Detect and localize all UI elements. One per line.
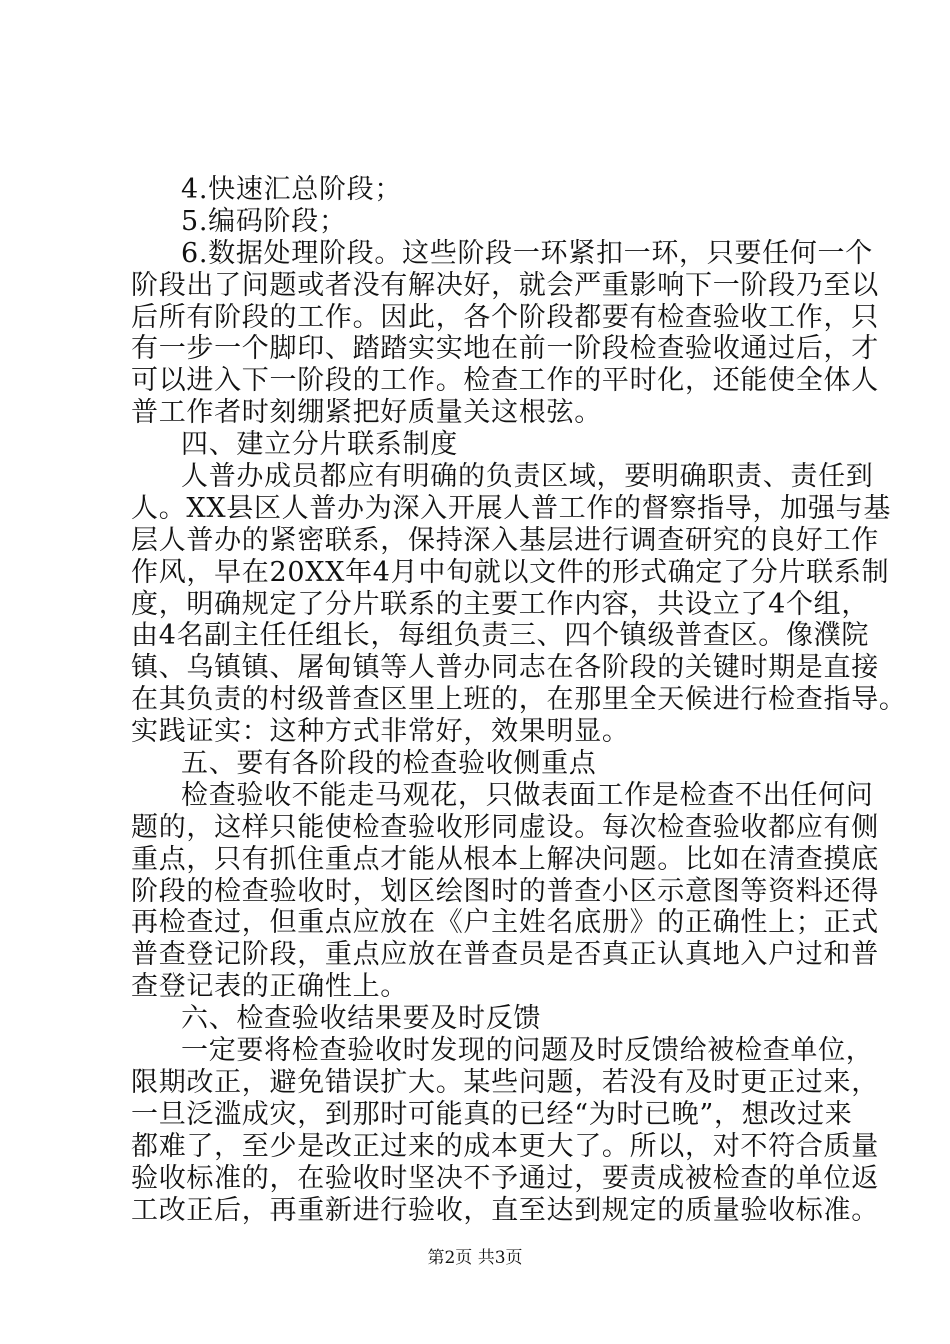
text-line: 一定要将检查验收时发现的问题及时反馈给被检查单位， [181,1035,874,1067]
text-line: 四、建立分片联系制度 [181,429,458,461]
text-line: 重点，只有抓住重点才能从根本上解决问题。比如在清查摸底 [131,843,879,875]
text-line: 限期改正，避免错误扩大。某些问题，若没有及时更正过来， [131,1066,879,1098]
text-line: 查登记表的正确性上。 [131,971,408,1003]
text-line: 在其负责的村级普查区里上班的，在那里全天候进行检查指导。 [131,684,907,716]
text-line: 阶段出了问题或者没有解决好，就会严重影响下一阶段乃至以 [131,269,879,301]
text-line: 六、检查验收结果要及时反馈 [181,1003,542,1035]
text-line: 度，明确规定了分片联系的主要工作内容，共设立了4个组， [131,588,870,620]
text-line: 检查验收不能走马观花，只做表面工作是检查不出任何问 [181,779,874,811]
text-line: 验收标准的，在验收时坚决不予通过，要责成被检查的单位返 [131,1162,879,1194]
text-line: 工改正后，再重新进行验收，直至达到规定的质量验收标准。 [131,1194,879,1226]
text-line: 6.数据处理阶段。这些阶段一环紧扣一环，只要任何一个 [181,237,873,269]
text-line: 镇、乌镇镇、屠甸镇等人普办同志在各阶段的关键时期是直接 [131,652,879,684]
page-footer: 第2页 共3页 [427,1248,523,1268]
text-line: 再检查过，但重点应放在《户主姓名底册》的正确性上；正式 [131,907,879,939]
text-line: 作风，早在20XX年4月中旬就以文件的形式确定了分片联系制 [131,556,890,588]
text-line: 层人普办的紧密联系，保持深入基层进行调查研究的良好工作 [131,524,879,556]
text-line: 可以进入下一阶段的工作。检查工作的平时化，还能使全体人 [131,365,879,397]
text-line: 普工作者时刻绷紧把好质量关这根弦。 [131,397,602,429]
text-line: 后所有阶段的工作。因此，各个阶段都要有检查验收工作，只 [131,301,879,333]
text-line: 有一步一个脚印、踏踏实实地在前一阶段检查验收通过后，才 [131,333,879,365]
text-line: 阶段的检查验收时，划区绘图时的普查小区示意图等资料还得 [131,875,879,907]
text-line: 普查登记阶段，重点应放在普查员是否真正认真地入户过和普 [131,939,879,971]
text-line: 人。XX县区人普办为深入开展人普工作的督察指导，加强与基 [131,492,892,524]
text-line: 都难了，至少是改正过来的成本更大了。所以，对不符合质量 [131,1130,879,1162]
document-body [131,174,907,1226]
text-line: 实践证实：这种方式非常好，效果明显。 [131,716,630,748]
text-line: 4.快速汇总阶段； [181,174,403,205]
text-line: 人普办成员都应有明确的负责区域，要明确职责、责任到 [181,461,874,493]
text-line: 五、要有各阶段的检查验收侧重点 [181,748,597,780]
text-line: 由4名副主任任组长，每组负责三、四个镇级普查区。像濮院 [131,620,870,652]
text-line: 一旦泛滥成灾，到那时可能真的已经“为时已晚”，想改过来 [131,1098,853,1130]
text-line: 题的，这样只能使检查验收形同虚设。每次检查验收都应有侧 [131,811,879,843]
text-line: 5.编码阶段； [181,205,347,237]
